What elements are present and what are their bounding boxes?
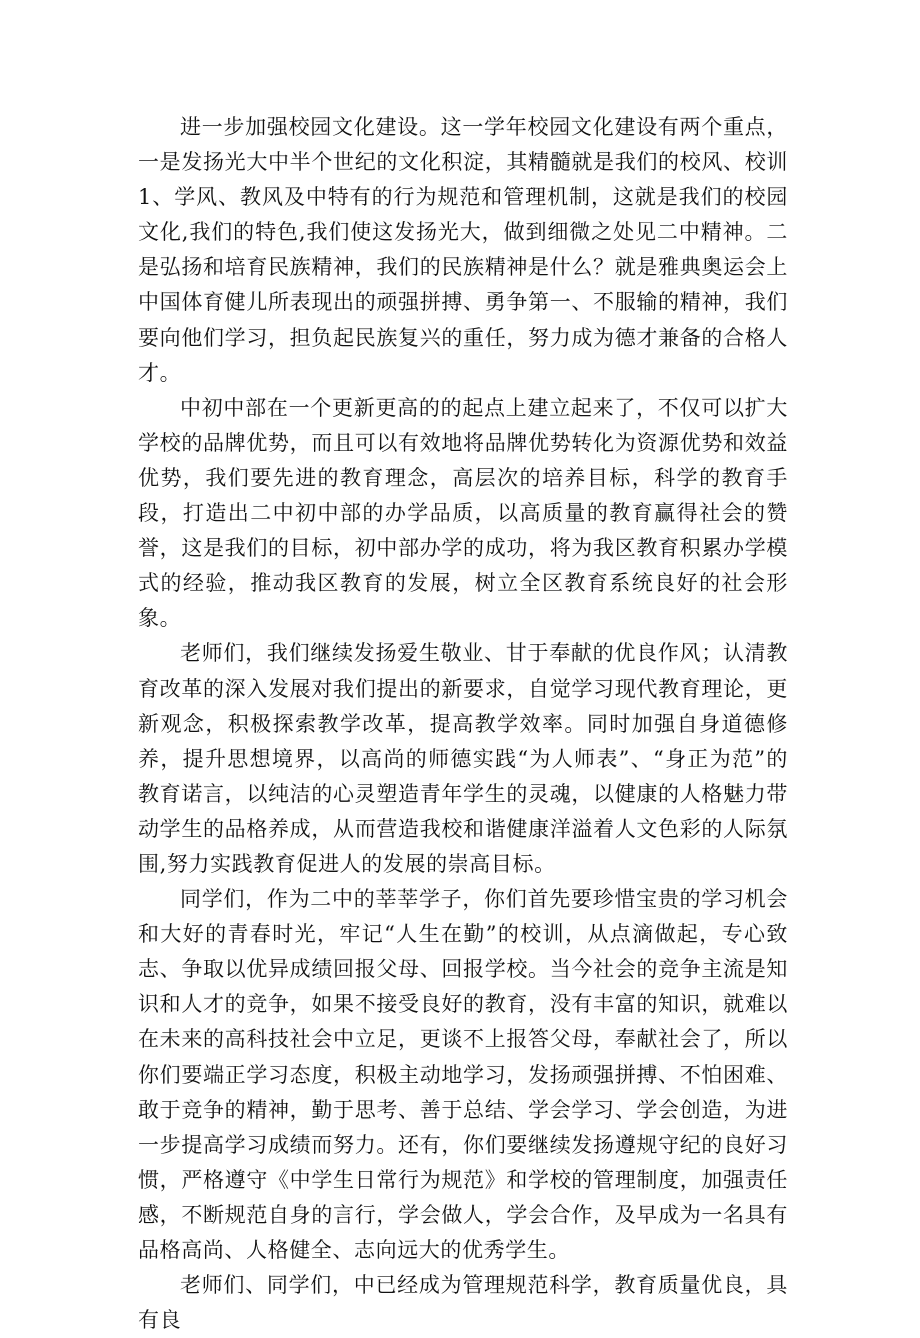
- paragraph-teachers: 老师们，我们继续发扬爱生敬业、甘于奉献的优良作风；认清教育改革的深入发展对我们提出的新要求，自觉学习现代教育理论，更新观念，积极探索教学改革，提高教学效率。同时加强自身道德修养，提升思想境界，以高尚的师德实践“为人师表”、“身正为范”的教育诺言，以纯洁的心灵塑造青年学生的灵魂，以健康的人格魅力带动学生的品格养成，从而营造我校和谐健康洋溢着人文色彩的人际氛围,努力实践教育促进人的发展的崇高目标。: [138, 641, 788, 876]
- paragraph-closing: 老师们、同学们，中已经成为管理规范科学，教育质量优良，具有良: [138, 1273, 788, 1333]
- document-body: [138, 110, 788, 1338]
- paragraph-campus-culture: 进一步加强校园文化建设。这一学年校园文化建设有两个重点，一是发扬光大中半个世纪的文化积淀，其精髓就是我们的校风、校训1、学风、教风及中特有的行为规范和管理机制，这就是我们的校园文化,我们的特色,我们使这发扬光大，做到细微之处见二中精神。二是弘扬和培育民族精神，我们的民族精神是什么？就是雅典奥运会上中国体育健儿所表现出的顽强拼搏、勇争第一、不服输的精神，我们要向他们学习，担负起民族复兴的重任，努力成为德才兼备的合格人才。: [138, 115, 788, 385]
- paragraph-junior-division: 中初中部在一个更新更高的的起点上建立起来了，不仅可以扩大学校的品牌优势，而且可以有效地将品牌优势转化为资源优势和效益优势，我们要先进的教育理念，高层次的培养目标，科学的教育手段，打造出二中初中部的办学品质，以高质量的教育赢得社会的赞誉，这是我们的目标，初中部办学的成功，将为我区教育积累办学模式的经验，推动我区教育的发展，树立全区教育系统良好的社会形象。: [138, 395, 788, 631]
- paragraph-students: 同学们，作为二中的莘莘学子，你们首先要珍惜宝贵的学习机会和大好的青春时光，牢记“人生在勤”的校训，从点滴做起，专心致志、争取以优异成绩回报父母、回报学校。当今社会的竞争主流是知识和人才的竞争，如果不接受良好的教育，没有丰富的知识，就难以在未来的高科技社会中立足，更谈不上报答父母，奉献社会了，所以你们要端正学习态度，积极主动地学习，发扬顽强拼搏、不怕困难、敢于竞争的精神，勤于思考、善于总结、学会学习、学会创造，为进一步提高学习成绩而努力。还有，你们要继续发扬遵规守纪的良好习惯，严格遵守《中学生日常行为规范》和学校的管理制度，加强责任感，不断规范自身的言行，学会做人，学会合作，及早成为一名具有品格高尚、人格健全、志向远大的优秀学生。: [138, 887, 788, 1262]
